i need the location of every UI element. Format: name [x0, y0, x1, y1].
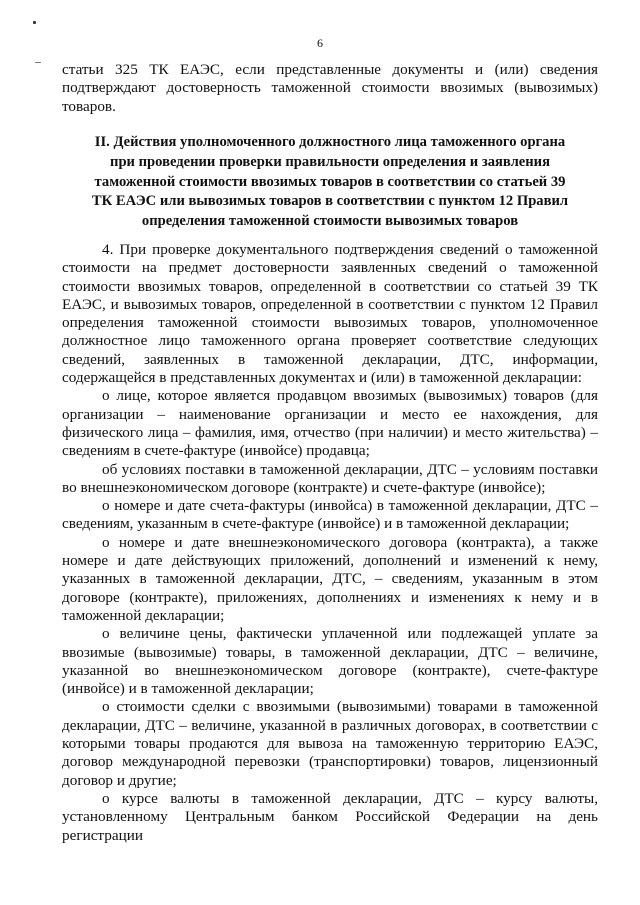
list-item-transaction-value: о стоимости сделки с ввозимыми (вывозимыми) товарами в таможенной декларации, ДТС – величине, указанной в различных договорах, в соответствии с которыми товары продаются для вывоза на таможенную территорию ЕАЭС, договор международной перевозки (транспортировки) товаров, лицензионный договор и другие;	[62, 698, 598, 789]
section-heading-line: при проведении проверки правильности определения и заявления	[110, 153, 550, 170]
paragraph-4: 4. При проверке документального подтверждения сведений о таможенной стоимости на предмет достоверности заявленных сведений о таможенной стоимости ввозимых товаров, определенной в соответствии со статьей 39 ТК ЕАЭС, и вывозимых товаров, определенной в соответствии с пунктом 12 Правил определения таможенной стоимости вывозимых товаров, уполномоченное должностное лицо таможенного органа проверяет соответствие следующих сведений, заявленных в таможенной декларации, ДТС, информации, содержащейся в представленных документах и (или) в таможенной декларации:	[62, 241, 598, 387]
list-item-seller: о лице, которое является продавцом ввозимых (вывозимых) товаров (для организации – наименование организации и место ее нахождения, для физического лица – фамилия, имя, отчество (при наличии) и место жительства) – сведениям в счете-фактуре (инвойсе) продавца;	[62, 387, 598, 460]
page-number: 6	[317, 36, 323, 50]
list-item-contract: о номере и дате внешнеэкономического договора (контракта), а также номере и дате действующих приложений, дополнений и изменений к нему, указанных в таможенной декларации, ДТС, – сведениям, указанным в этом договоре (контракте), приложениях, дополнениях и изменениях к нему и в таможенной декларации;	[62, 533, 598, 624]
list-item-exchange-rate: о курсе валюты в таможенной декларации, ДТС – курсу валюты, установленному Центральным банком Российской Федерации на день регистрации	[62, 789, 598, 844]
scan-speck	[35, 62, 41, 63]
list-item-invoice: о номере и дате счета-фактуры (инвойса) в таможенной декларации, ДТС – сведениям, указанным в счете-фактуре (инвойсе) и в таможенной декларации;	[62, 497, 598, 533]
intro-block	[62, 61, 598, 116]
list-item-price: о величине цены, фактически уплаченной или подлежащей уплате за ввозимые (вывозимые) товары, в таможенной декларации, ДТС – величине, указанной во внешнеэкономическом договоре (контракте), счете-фактуре (инвойсе) и в таможенной декларации;	[62, 625, 598, 698]
intro-paragraph: статьи 325 ТК ЕАЭС, если представленные документы и (или) сведения подтверждают достоверность таможенной стоимости ввозимых (вывозимых) товаров.	[62, 61, 598, 115]
section-heading	[62, 133, 598, 232]
scan-speck	[33, 21, 36, 24]
section-heading-line: ТК ЕАЭС или вывозимых товаров в соответствии с пунктом 12 Правил	[91, 193, 569, 210]
list-item-delivery-terms: об условиях поставки в таможенной декларации, ДТС – условиям поставки во внешнеэкономическом договоре (контракте) и счете-фактуре (инвойсе);	[62, 460, 598, 496]
body-text	[62, 241, 598, 845]
section-heading-line: таможенной стоимости ввозимых товаров в соответствии со статьей 39	[94, 173, 566, 190]
section-heading-line: II. Действия уполномоченного должностного лица таможенного органа	[94, 134, 566, 150]
section-heading-line: определения таможенной стоимости вывозимых товаров	[141, 213, 519, 230]
